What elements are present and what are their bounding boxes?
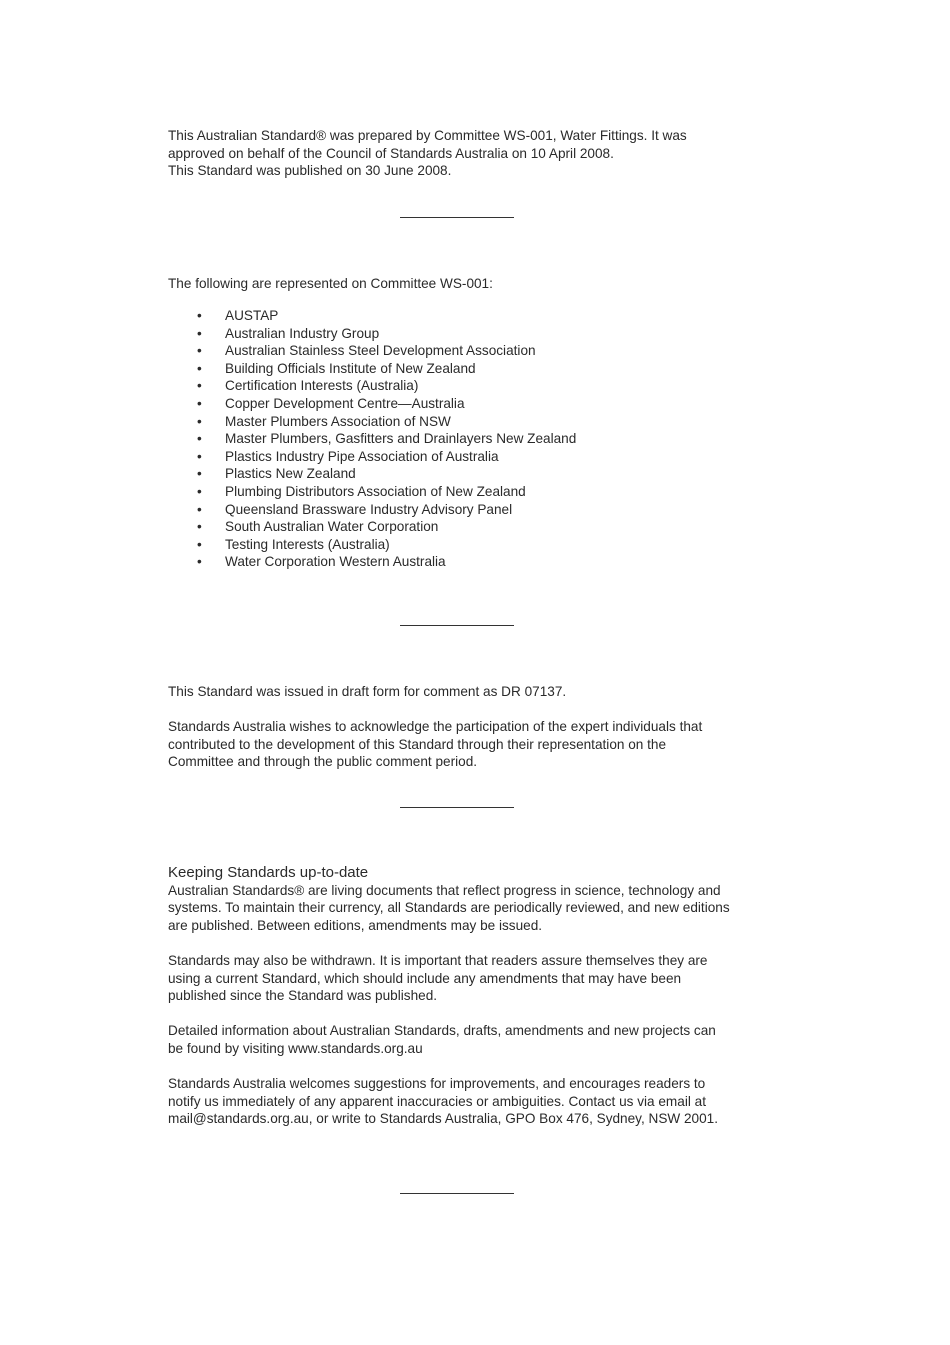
paragraph-3-line-2 [168, 1040, 768, 1058]
bullet-icon: • [197, 554, 202, 570]
member-name: AUSTAP [225, 308, 279, 323]
member-name: Plumbing Distributors Association of New Zealand [225, 483, 526, 499]
paragraph-1-line-1: Australian Standards® are living documents that reflect progress in science, technology and [168, 882, 721, 898]
paragraph-3-prefix: be found by visiting [168, 1040, 289, 1056]
paragraph-4-line-1: Standards Australia welcomes suggestions for improvements, and encourages readers to [168, 1076, 706, 1092]
section-divider [400, 625, 514, 626]
paragraph-1-line-3: are published. Between editions, amendments may be issued. [168, 917, 543, 933]
list-item [168, 536, 576, 554]
website-link[interactable]: www.standards.org.au [288, 1040, 423, 1056]
bullet-icon: • [197, 395, 202, 411]
paragraph-4-suffix: , or write to Standards Australia, GPO Box 476, Sydney, NSW 2001. [308, 1111, 719, 1127]
paragraph-1-line-2: systems. To maintain their currency, all Standards are periodically reviewed, and new editions [168, 900, 730, 916]
preparation-line-2: approved on behalf of the Council of Standards Australia on 10 April 2008. [168, 145, 614, 161]
preparation-line-1: This Australian Standard® was prepared by Committee WS-001, Water Fittings. It was [168, 128, 687, 143]
member-name: Master Plumbers Association of NSW [225, 413, 451, 429]
member-name: Australian Stainless Steel Development Association [225, 343, 536, 359]
paragraph-2-line-2: using a current Standard, which should include any amendments that may have been [168, 970, 682, 986]
paragraph-3-line-1: Detailed information about Australian Standards, drafts, amendments and new projects can [168, 1023, 716, 1039]
draft-line-1: This Standard was issued in draft form for comment as DR 07137. [168, 684, 567, 699]
list-item [168, 377, 576, 395]
bullet-icon: • [197, 536, 202, 552]
list-item [168, 413, 576, 431]
section-divider [400, 217, 514, 218]
list-item [168, 395, 576, 413]
member-name: Master Plumbers, Gasfitters and Drainlayers New Zealand [225, 431, 577, 447]
member-name: Building Officials Institute of New Zealand [225, 360, 476, 376]
list-item [168, 342, 576, 360]
bullet-icon: • [197, 431, 202, 447]
bullet-icon: • [197, 308, 202, 323]
bullet-icon: • [197, 325, 202, 341]
paragraph-4-line-2: notify us immediately of any apparent inaccuracies or ambiguities. Contact us via email at [168, 1093, 706, 1109]
acknowledgement-line-3: Committee and through the public comment period. [168, 754, 478, 770]
acknowledgement-line-2: contributed to the development of this Standard through their representation on the [168, 736, 667, 752]
preparation-paragraph [168, 127, 768, 180]
list-item [168, 430, 576, 448]
section-divider [400, 807, 514, 808]
list-item [168, 465, 576, 483]
list-item [168, 307, 576, 325]
bullet-icon: • [197, 501, 202, 517]
member-name: Certification Interests (Australia) [225, 378, 419, 394]
list-item [168, 325, 576, 343]
bullet-icon: • [197, 360, 202, 376]
bullet-icon: • [197, 413, 202, 429]
section-divider [400, 1193, 514, 1194]
keeping-up-to-date-section [168, 864, 768, 1128]
paragraph-2-line-1: Standards may also be withdrawn. It is important that readers assure themselves they are [168, 952, 708, 968]
preparation-line-3: This Standard was published on 30 June 2008. [168, 163, 452, 179]
bullet-icon: • [197, 378, 202, 394]
bullet-icon: • [197, 448, 202, 464]
section-heading: Keeping Standards up-to-date [168, 864, 369, 881]
draft-notice [168, 683, 768, 771]
list-item [168, 518, 576, 536]
bullet-icon: • [197, 343, 202, 359]
acknowledgement-line-1: Standards Australia wishes to acknowledge the participation of the expert individuals that [168, 719, 703, 735]
paragraph-4-line-3 [168, 1110, 768, 1128]
email-link[interactable]: mail@standards.org.au [168, 1111, 309, 1127]
member-name: Water Corporation Western Australia [225, 554, 446, 570]
committee-member-list [168, 307, 576, 571]
list-item [168, 483, 576, 501]
member-name: South Australian Water Corporation [225, 519, 439, 535]
committee-intro [168, 275, 768, 293]
bullet-icon: • [197, 466, 202, 482]
paragraph-2-line-3: published since the Standard was published. [168, 988, 438, 1004]
member-name: Australian Industry Group [225, 325, 380, 341]
list-item [168, 360, 576, 378]
list-item [168, 553, 576, 571]
list-item [168, 448, 576, 466]
member-name: Plastics New Zealand [225, 466, 356, 482]
committee-intro-text: The following are represented on Committee WS-001: [168, 276, 493, 291]
member-name: Testing Interests (Australia) [225, 536, 390, 552]
list-item [168, 501, 576, 519]
bullet-icon: • [197, 519, 202, 535]
bullet-icon: • [197, 483, 202, 499]
member-name: Plastics Industry Pipe Association of Australia [225, 448, 499, 464]
member-name: Copper Development Centre—Australia [225, 395, 465, 411]
member-name: Queensland Brassware Industry Advisory Panel [225, 501, 513, 517]
